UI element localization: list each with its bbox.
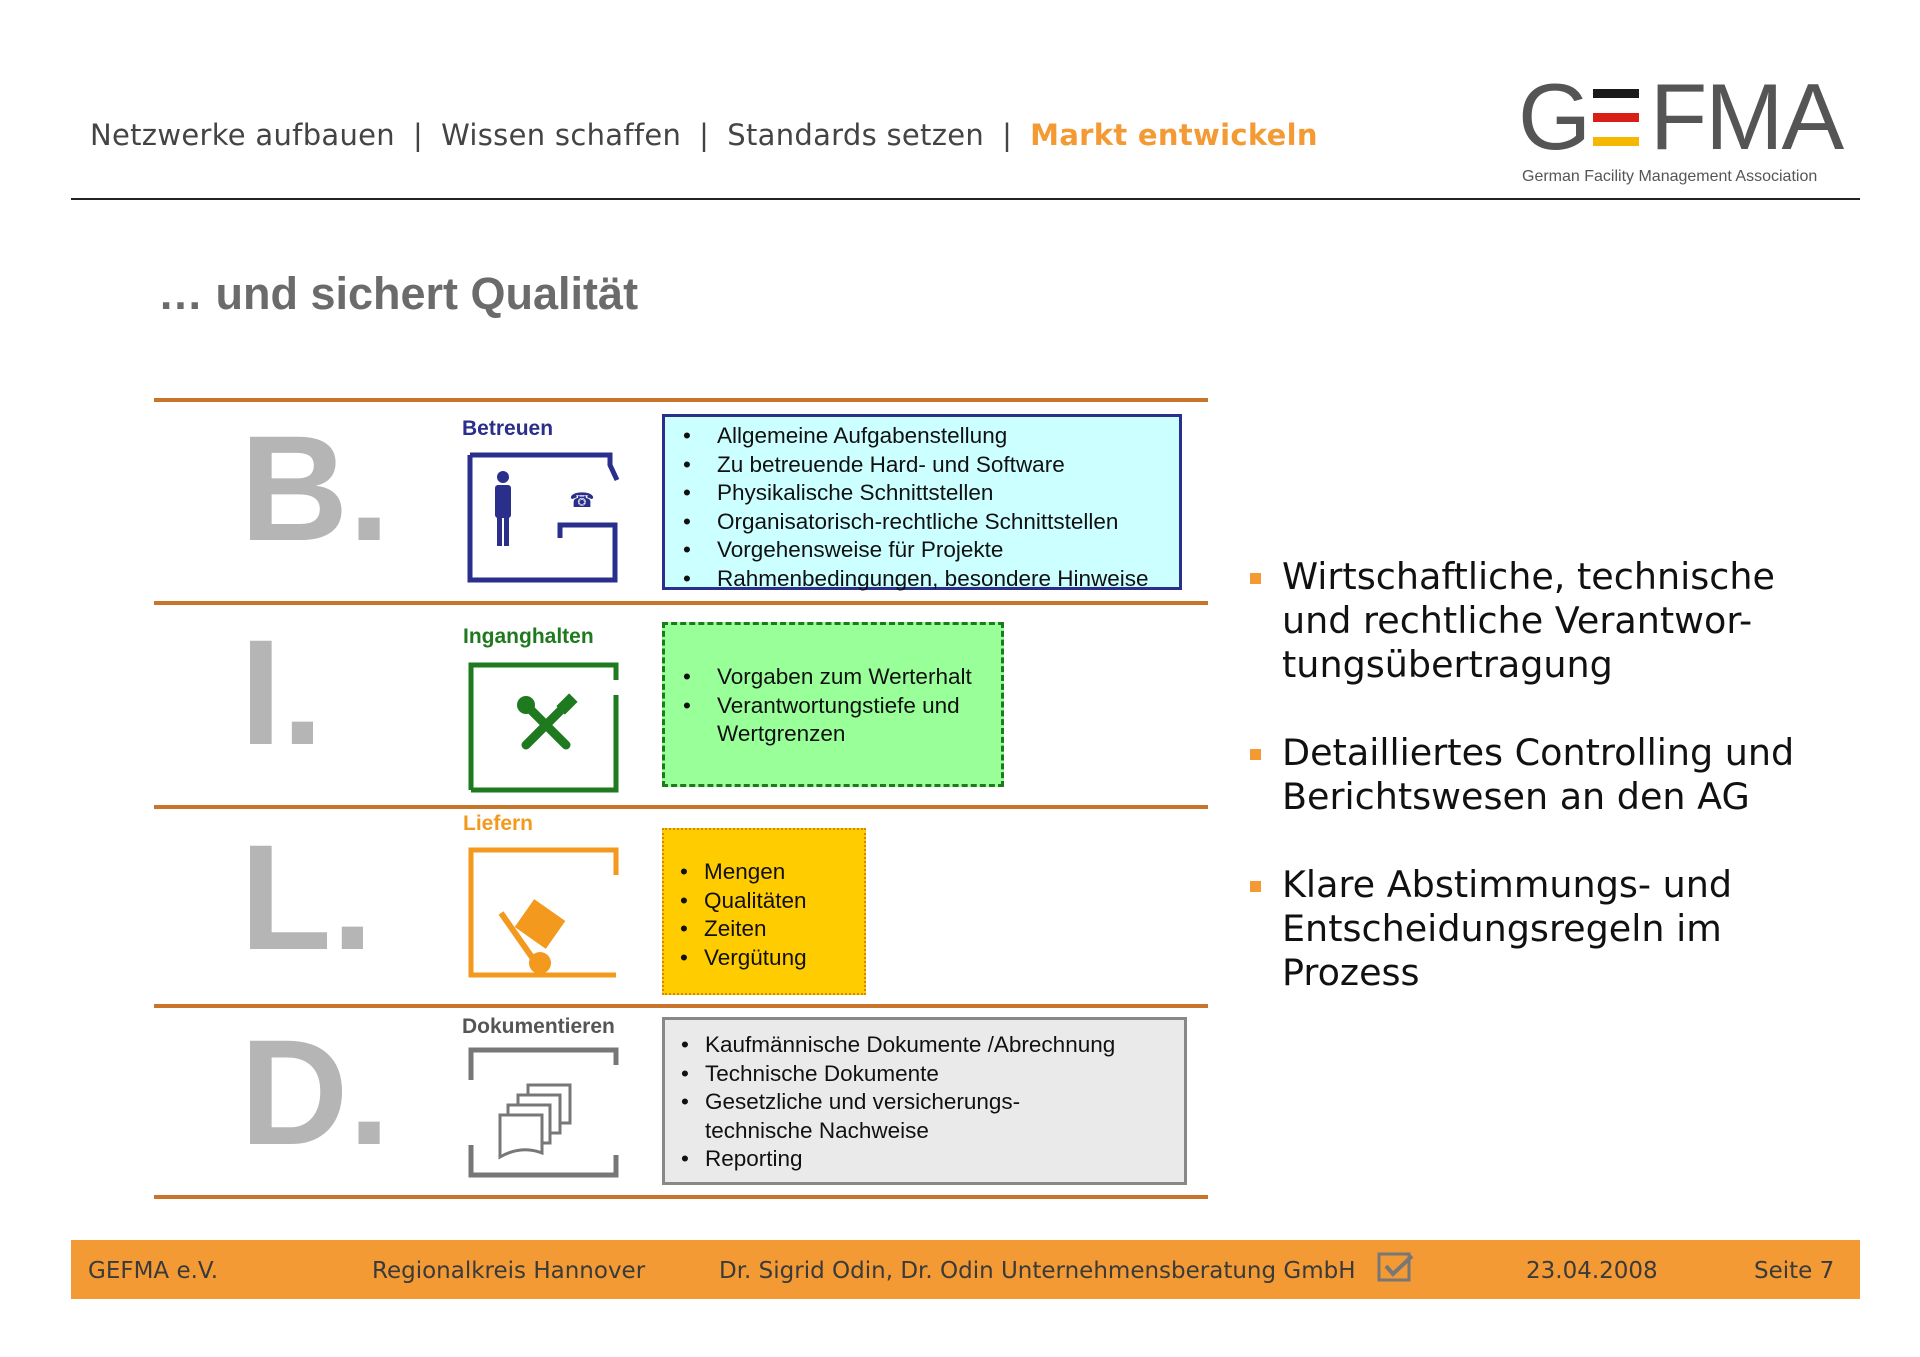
bullet-square-icon (1250, 881, 1261, 892)
nav-item-wissen: Wissen schaffen (441, 118, 682, 152)
row-letter-b: B. (240, 404, 390, 572)
list-item: • Rahmenbedingungen, besondere Hinweise (665, 565, 1179, 594)
key-point: Wirtschaftliche, technische und rechtliche Verantwor-tungsübertragung (1250, 555, 1810, 687)
nav-separator: | (412, 118, 424, 152)
hand-truck-icon (466, 845, 626, 985)
footer-date: 23.04.2008 (1526, 1258, 1658, 1284)
footer-author: Dr. Sigrid Odin, Dr. Odin Unternehmensberatung GmbH (719, 1258, 1356, 1284)
list-item: • Zeiten (664, 915, 864, 944)
nav-separator: | (699, 118, 710, 152)
company-logo-icon (1377, 1252, 1415, 1288)
list-item: • Mengen (664, 858, 864, 887)
inganghalten-details-box (662, 622, 1004, 787)
header-divider (71, 198, 1860, 200)
betreuen-details-box (662, 414, 1182, 590)
dokumentieren-details-box (662, 1017, 1187, 1185)
nav-item-standards: Standards setzen (727, 118, 985, 152)
list-item: • Allgemeine Aufgabenstellung (665, 422, 1179, 451)
gefma-logo (1518, 64, 1848, 190)
list-item: • Vorgaben zum Werterhalt (665, 663, 1001, 692)
documents-stack-icon (466, 1045, 626, 1185)
list-item: • Zu betreuende Hard- und Software (665, 451, 1179, 480)
liefern-details-box (662, 828, 866, 995)
list-item: • Verantwortungstiefe und Wertgrenzen (665, 692, 1001, 749)
row-letter-i: I. (240, 608, 324, 776)
nav-item-netzwerke: Netzwerke aufbauen (90, 118, 395, 152)
key-point: Detailliertes Controlling und Berichtswesen an den AG (1250, 731, 1810, 819)
list-item: • Kaufmännische Dokumente /Abrechnung (665, 1031, 1184, 1060)
footer-org: GEFMA e.V. (88, 1258, 219, 1284)
logo-flag-e (1593, 89, 1639, 161)
row-divider (154, 805, 1208, 809)
footer-page: Seite 7 (1754, 1258, 1835, 1284)
bullet-square-icon (1250, 573, 1261, 584)
list-item: • Reporting (665, 1145, 1184, 1174)
list-item: • Vergütung (664, 944, 864, 973)
key-point: Klare Abstimmungs- und Entscheidungsregeln im Prozess (1250, 863, 1810, 995)
row-divider (154, 601, 1208, 605)
list-item: • Qualitäten (664, 887, 864, 916)
row-letter-d: D. (240, 1008, 390, 1176)
footer-bar (71, 1240, 1860, 1299)
office-person-phone-icon (465, 450, 625, 590)
row-divider (154, 1195, 1208, 1199)
svg-text:☎: ☎ (569, 488, 595, 512)
list-item: • Technische Dokumente (665, 1060, 1184, 1089)
logo-subtitle: German Facility Management Association (1522, 168, 1818, 185)
nav-separator: | (1002, 118, 1013, 152)
header-nav (90, 118, 1318, 152)
logo-wordmark: G FMA (1518, 64, 1843, 169)
footer-region: Regionalkreis Hannover (372, 1258, 646, 1284)
list-item: • Gesetzliche und versicherungs-technische Nachweise (665, 1088, 1035, 1145)
slide-title: … und sichert Qualität (158, 268, 639, 319)
bullet-square-icon (1250, 749, 1261, 760)
key-points-list (1250, 555, 1810, 1039)
list-item: • Vorgehensweise für Projekte (665, 536, 1179, 565)
list-item: • Physikalische Schnittstellen (665, 479, 1179, 508)
row-label-inganghalten: Inganghalten (463, 625, 594, 648)
row-label-liefern: Liefern (463, 812, 534, 835)
row-letter-l: L. (240, 813, 374, 981)
row-divider (154, 398, 1208, 402)
tools-icon (466, 660, 626, 800)
list-item: • Organisatorisch-rechtliche Schnittstellen (665, 508, 1179, 537)
row-label-dokumentieren: Dokumentieren (462, 1015, 615, 1038)
nav-item-markt: Markt entwickeln (1030, 118, 1318, 152)
row-label-betreuen: Betreuen (462, 417, 554, 440)
